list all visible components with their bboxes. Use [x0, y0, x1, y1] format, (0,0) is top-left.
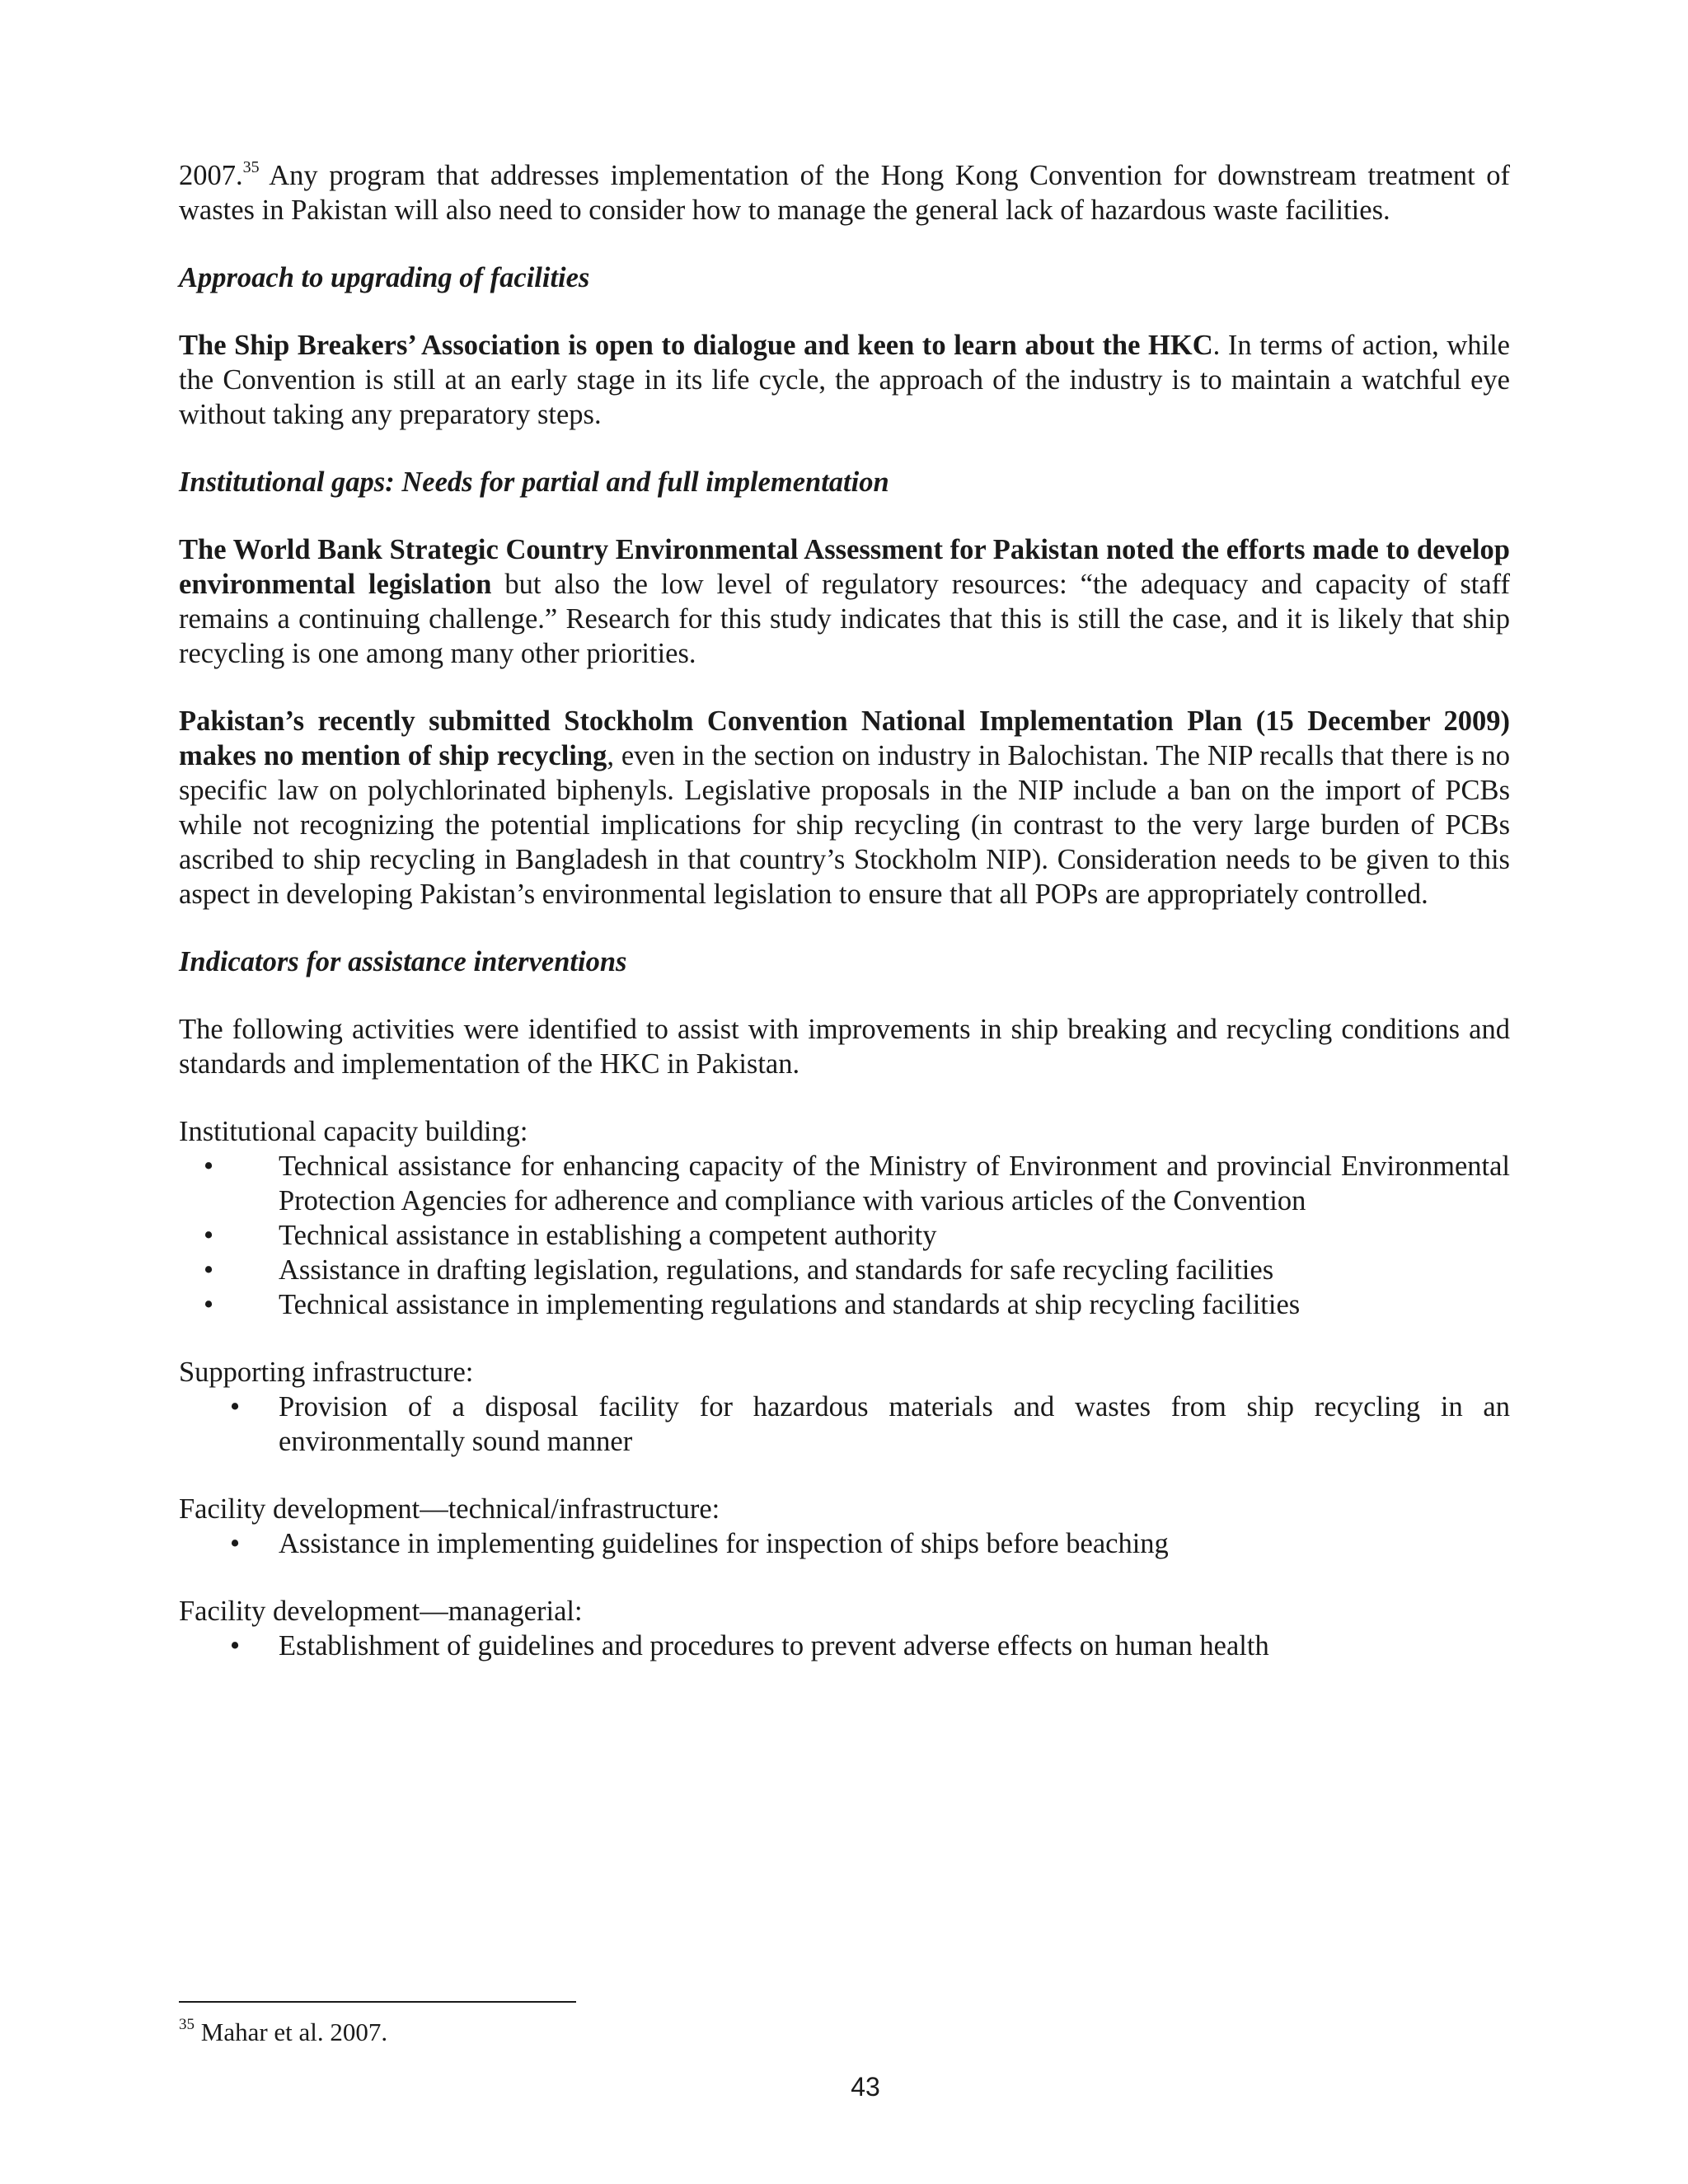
list-item: [179, 1629, 1510, 1663]
footnote-text: Mahar et al. 2007.: [195, 2018, 388, 2046]
list-item: [179, 1253, 1510, 1287]
paragraph-bold-lead: Pakistan’s recently submitted Stockholm Convention National Implementation Plan (15 December 2009) makes no mention of ship recycling: [179, 705, 1510, 771]
list-item: [179, 1149, 1510, 1218]
section-heading-indicators: Indicators for assistance interventions: [179, 946, 627, 977]
list-item-text: Assistance in implementing guidelines for inspection of ships before beaching: [279, 1528, 1169, 1559]
list-item-text: Technical assistance for enhancing capacity of the Ministry of Environment and provincial Environmental Protection Agencies for adherence and compliance with various articles of the Convention: [279, 1151, 1510, 1216]
paragraph-bold-lead: The Ship Breakers’ Association is open to dialogue and keen to learn about the HKC: [179, 330, 1213, 361]
paragraph-text: but also the low level of regulatory resources: “the adequacy and capacity of staff remains a continuing challenge.” Research for this study indicates that this is still the case, and it is likely that ship recycling is one among many other priorities.: [179, 569, 1511, 669]
footnote-separator: [179, 2001, 576, 2003]
list-item-text: Establishment of guidelines and procedures to prevent adverse effects on human health: [279, 1630, 1269, 1661]
list-item: [179, 1287, 1510, 1322]
section-heading-approach: Approach to upgrading of facilities: [179, 262, 590, 293]
footnote-reference: 35: [242, 158, 260, 176]
paragraph-text: . In terms of action, while the Convention is still at an early stage in its life cycle, the approach of the industry is to maintain a watchful eye without taking any preparatory steps.: [179, 330, 1510, 430]
bullet-icon: •: [230, 1630, 241, 1661]
bullet-list-technical: [179, 1526, 1510, 1561]
bullet-icon: •: [230, 1528, 241, 1559]
bullet-icon: •: [204, 1254, 214, 1286]
bullet-list-infrastructure: [179, 1390, 1510, 1459]
list-label-managerial: Facility development—managerial:: [179, 1596, 583, 1627]
list-item-text: Assistance in drafting legislation, regulations, and standards for safe recycling facilities: [279, 1254, 1274, 1286]
bullet-icon: •: [230, 1391, 241, 1422]
paragraph-ship-breakers: [179, 328, 1510, 432]
page-number: 43: [851, 2072, 880, 2102]
paragraph-text: , even in the section on industry in Balochistan. The NIP recalls that there is no specific law on polychlorinated biphenyls. Legislative proposals in the NIP include a ban on the import of PCBs while not recognizing the potential implications for ship recycling (in contrast to the very large burden of PCBs ascribed to ship recycling in Bangladesh in that country’s Stockholm NIP). Consideration needs to be given to this aspect in developing Pakistan’s environmental legislation to ensure that all POPs are appropriately controlled.: [179, 740, 1510, 910]
list-label-institutional: Institutional capacity building:: [179, 1116, 528, 1147]
bullet-icon: •: [204, 1220, 214, 1251]
paragraph-activities-intro: The following activities were identified to assist with improvements in ship breaking and recycling conditions and standards and implementation of the HKC in Pakistan.: [179, 1014, 1510, 1080]
paragraph-stockholm-nip: [179, 704, 1510, 912]
bullet-icon: •: [204, 1151, 214, 1182]
bullet-list-managerial: [179, 1629, 1510, 1663]
paragraph-lead: 2007.: [179, 160, 243, 191]
list-label-infrastructure: Supporting infrastructure:: [179, 1357, 474, 1388]
list-item-text: Technical assistance in implementing regulations and standards at ship recycling facilities: [279, 1289, 1301, 1320]
paragraph-world-bank: [179, 532, 1510, 671]
footnote-number: 35: [179, 2016, 195, 2033]
section-heading-institutional-gaps: Institutional gaps: Needs for partial and full implementation: [179, 466, 889, 498]
list-item: [179, 1218, 1510, 1253]
bullet-icon: •: [204, 1289, 214, 1320]
page-body: [179, 158, 1510, 1663]
list-label-technical: Facility development—technical/infrastructure:: [179, 1493, 720, 1525]
list-item-text: Provision of a disposal facility for hazardous materials and wastes from ship recycling in an environmentally sound manner: [279, 1391, 1510, 1457]
paragraph-continuation: [179, 158, 1510, 227]
paragraph-text: Any program that addresses implementation of the Hong Kong Convention for downstream treatment of wastes in Pakistan will also need to consider how to manage the general lack of hazardous waste facilities.: [179, 160, 1510, 226]
list-item-text: Technical assistance in establishing a competent authority: [279, 1220, 937, 1251]
bullet-list-institutional: [179, 1149, 1510, 1322]
paragraph-bold-lead: The World Bank Strategic Country Environmental Assessment for Pakistan noted the efforts made to develop environmental legislation: [179, 534, 1510, 600]
list-item: [179, 1526, 1510, 1561]
list-item: [179, 1390, 1510, 1459]
footnote: [179, 2016, 387, 2049]
